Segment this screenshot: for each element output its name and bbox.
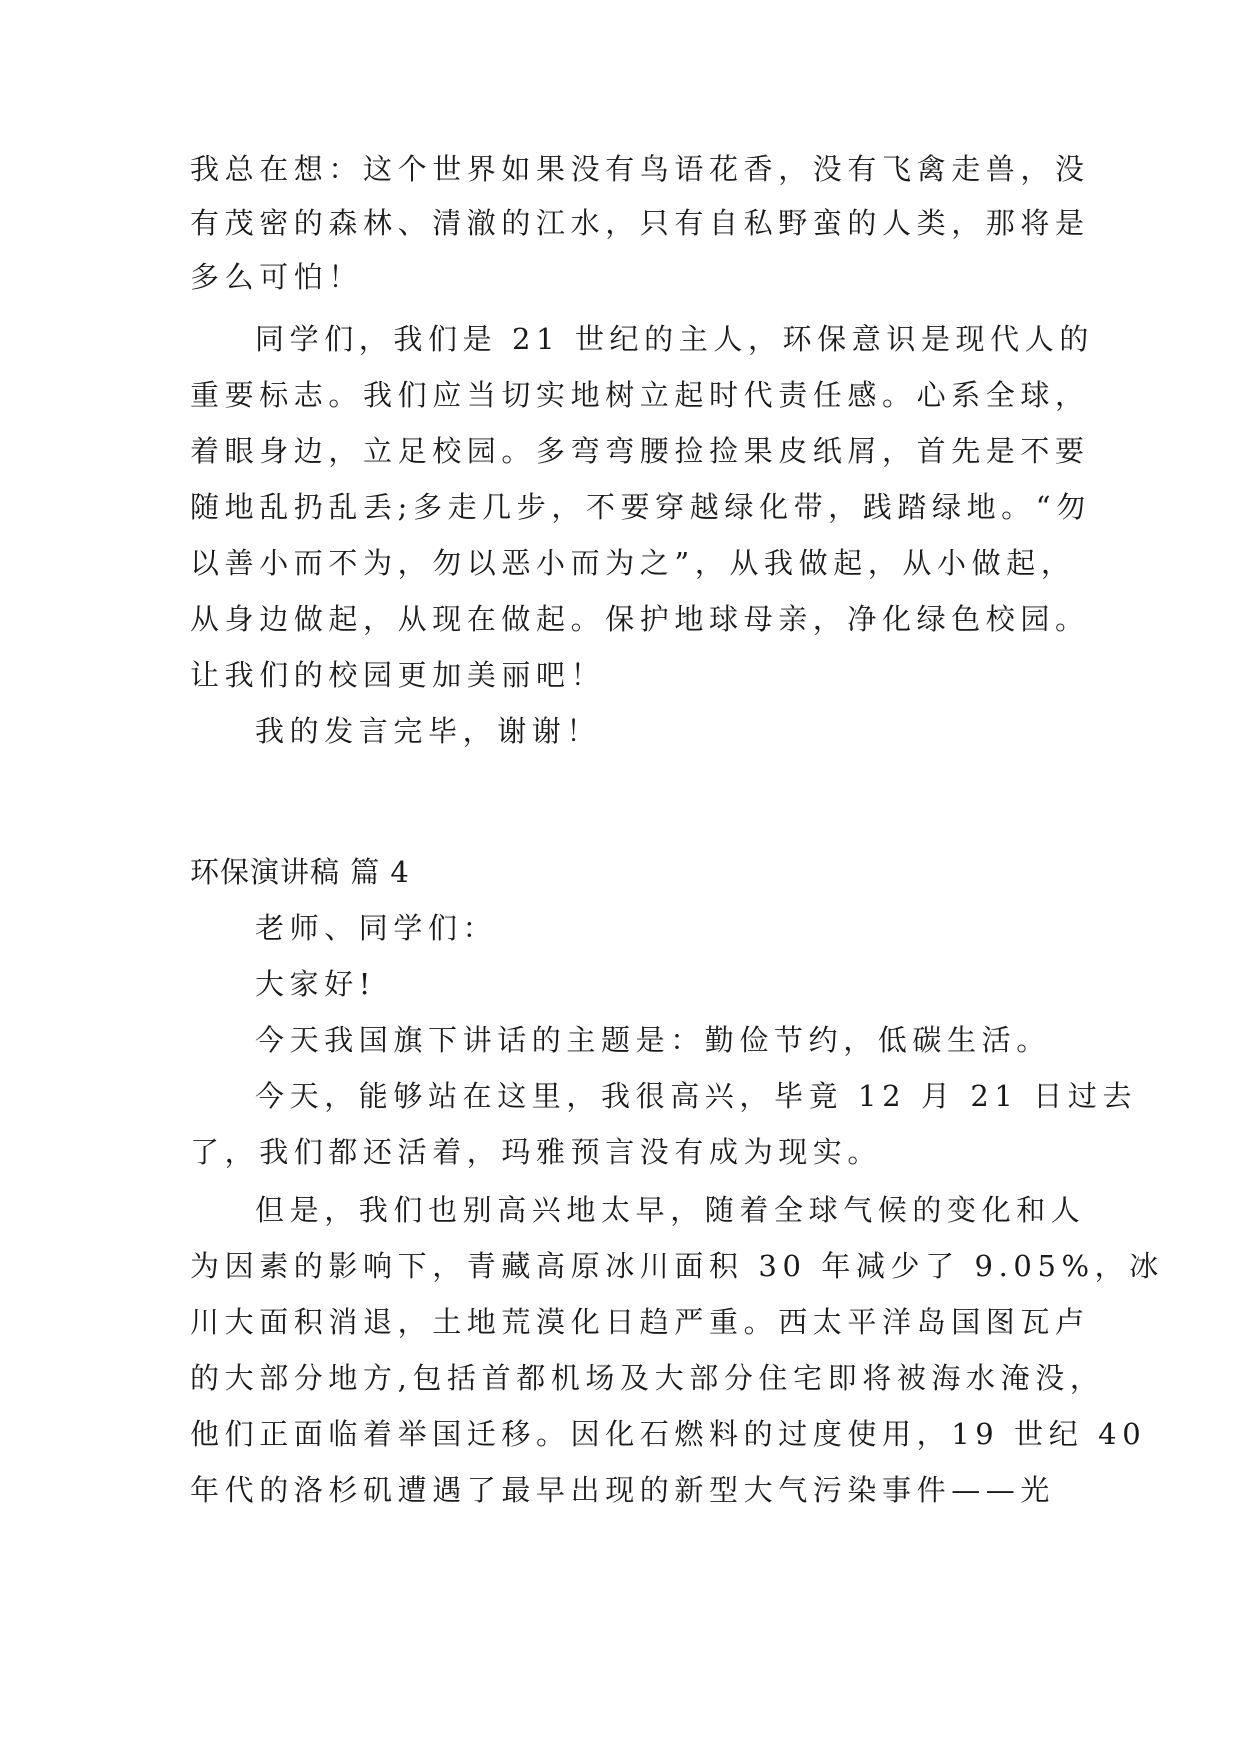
- paragraph-line: 着眼身边，立足校园。多弯弯腰捡捡果皮纸屑，首先是不要: [190, 434, 1090, 468]
- paragraph-line: 有茂密的森林、清澈的江水，只有自私野蛮的人类，那将是: [190, 206, 1090, 240]
- paragraph-line: 让我们的校园更加美丽吧！: [190, 658, 606, 692]
- paragraph-line: 他们正面临着举国迁移。因化石燃料的过度使用，19 世纪 40: [190, 1417, 1147, 1451]
- paragraph-line: 今天，能够站在这里，我很高兴，毕竟 12 月 21 日过去: [255, 1079, 1138, 1113]
- paragraph-line: 但是，我们也别高兴地太早，随着全球气候的变化和人: [255, 1193, 1086, 1227]
- topic-line: 今天我国旗下讲话的主题是：勤俭节约，低碳生活。: [255, 1023, 1051, 1057]
- paragraph-line: 同学们，我们是 21 世纪的主人，环保意识是现代人的: [255, 322, 1094, 356]
- paragraph-line: 多么可怕！: [190, 260, 364, 294]
- paragraph-line: 川大面积消退，土地荒漠化日趋严重。西太平洋岛国图瓦卢: [190, 1305, 1090, 1339]
- paragraph-line: 以善小而不为，勿以恶小而为之”，从我做起，从小做起，: [190, 546, 1076, 580]
- paragraph-line: 的大部分地方,包括首都机场及大部分住宅即将被海水淹没，: [190, 1361, 1105, 1395]
- paragraph-line: 为因素的影响下，青藏高原冰川面积 30 年减少了 9.05%，冰: [190, 1249, 1164, 1283]
- paragraph-line: 我总在想：这个世界如果没有鸟语花香，没有飞禽走兽，没: [190, 152, 1090, 186]
- paragraph-line: 随地乱扔乱丢;多走几步，不要穿越绿化带，践踏绿地。“勿: [190, 490, 1091, 524]
- section-title: 环保演讲稿 篇 4: [190, 855, 410, 889]
- paragraph-line: 了，我们都还活着，玛雅预言没有成为现实。: [190, 1135, 883, 1169]
- paragraph-line: 重要标志。我们应当切实地树立起时代责任感。心系全球，: [190, 378, 1090, 412]
- closing-line: 我的发言完毕，谢谢！: [255, 714, 602, 748]
- paragraph-line: 年代的洛杉矶遭遇了最早出现的新型大气污染事件——光: [190, 1473, 1056, 1507]
- greeting-line: 老师、同学们：: [255, 911, 498, 945]
- hello-line: 大家好!: [255, 967, 377, 1001]
- paragraph-line: 从身边做起，从现在做起。保护地球母亲，净化绿色校园。: [190, 602, 1090, 636]
